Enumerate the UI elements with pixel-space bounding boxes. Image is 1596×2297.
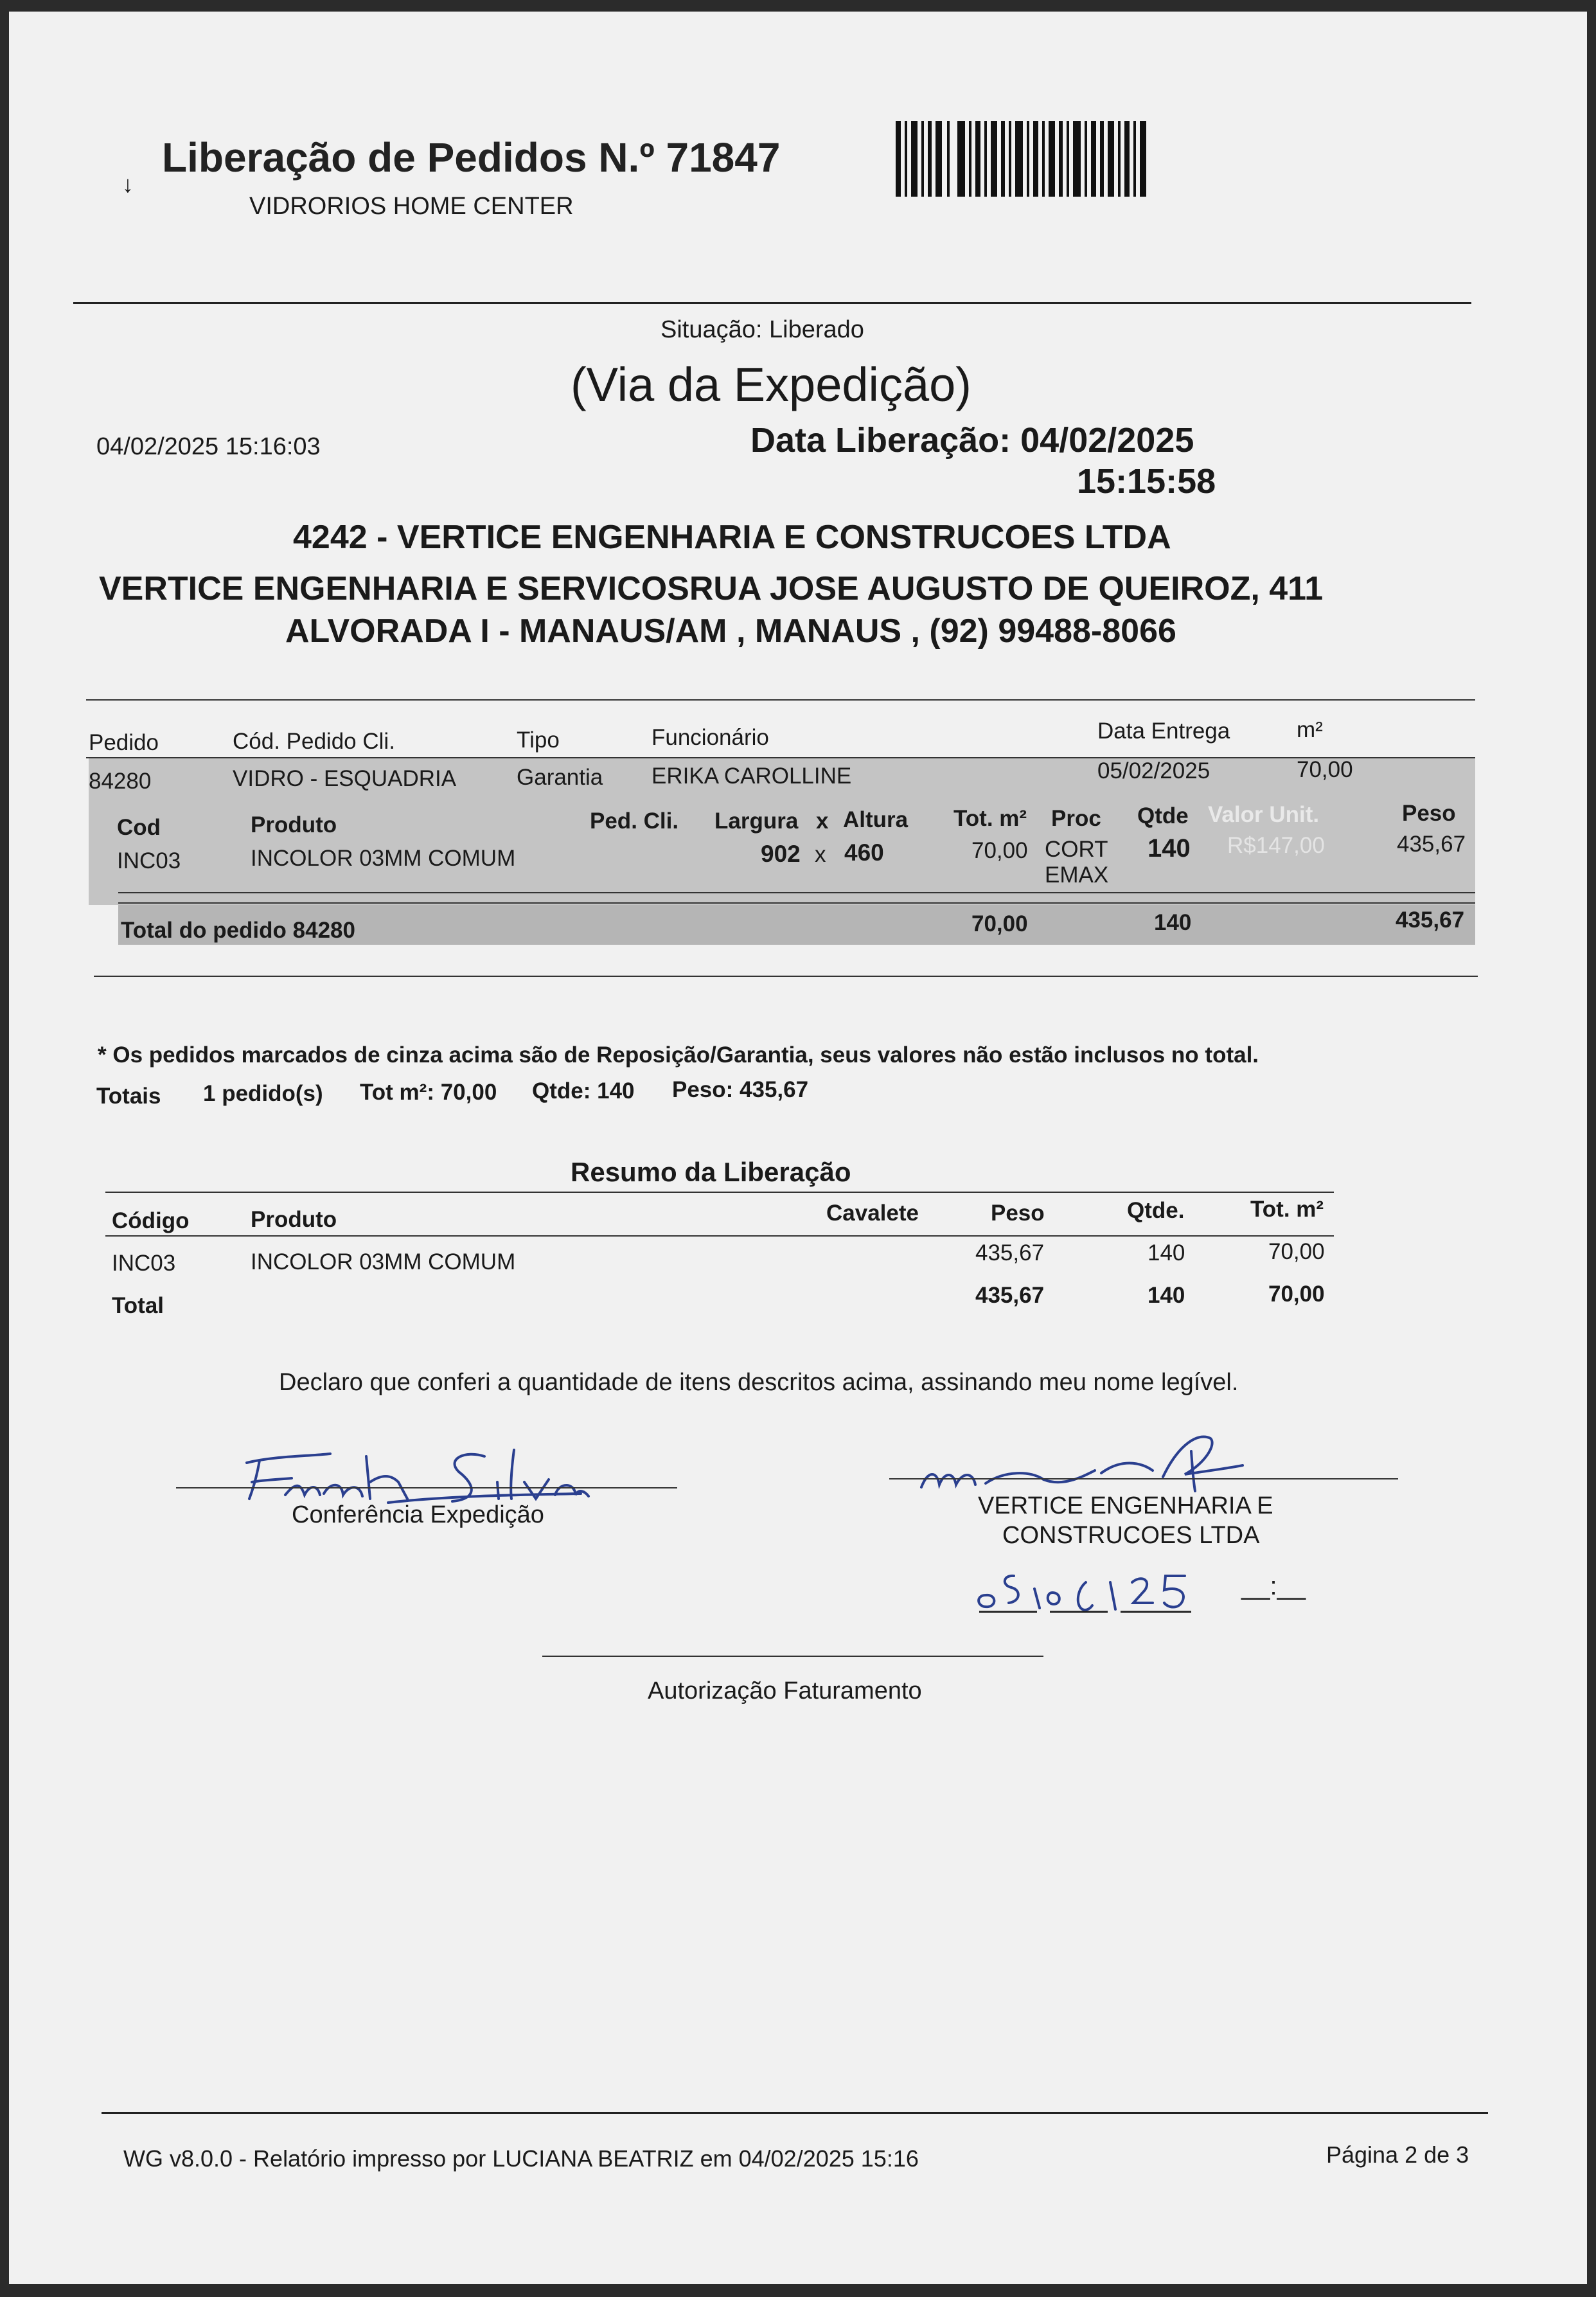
item-qtde-header: Qtde <box>1137 803 1189 828</box>
item-tot-m2: 70,00 <box>971 838 1028 863</box>
data-liberacao: Data Liberação: 04/02/2025 <box>750 421 1194 460</box>
order-total-m2: 70,00 <box>971 911 1028 936</box>
item-produto: INCOLOR 03MM COMUM <box>251 846 516 871</box>
col-funcionario-header: Funcionário <box>652 725 769 750</box>
left-signature-line <box>176 1487 677 1488</box>
auth-label: Autorização Faturamento <box>648 1677 922 1704</box>
col-cod-pedido-cli-header: Cód. Pedido Cli. <box>233 729 395 754</box>
col-tipo-header: Tipo <box>517 728 560 753</box>
order-total-label: Total do pedido 84280 <box>121 918 355 943</box>
item-ped-cli-header: Ped. Cli. <box>590 809 679 834</box>
item-tot-m2-header: Tot. m² <box>953 806 1027 831</box>
summary-total-peso: 435,67 <box>975 1283 1045 1308</box>
item-cod: INC03 <box>117 848 181 873</box>
item-largura-header: Largura <box>714 809 799 834</box>
order-data-entrega: 05/02/2025 <box>1097 758 1210 783</box>
item-qtde: 140 <box>1148 834 1191 862</box>
summary-total-qtde: 140 <box>1148 1283 1185 1308</box>
order-pedido: 84280 <box>89 769 152 794</box>
summary-total-tot-m2: 70,00 <box>1268 1282 1325 1307</box>
summary-produto: INCOLOR 03MM COMUM <box>251 1249 516 1274</box>
item-peso: 435,67 <box>1397 832 1466 857</box>
summary-header-line <box>105 1235 1334 1237</box>
barcode <box>896 121 1153 198</box>
via-label: (Via da Expedição) <box>571 358 971 411</box>
summary-codigo-header: Código <box>112 1208 190 1233</box>
summary-qtde: 140 <box>1148 1240 1185 1265</box>
item-proc-header: Proc <box>1051 806 1101 831</box>
order-total-top-line <box>118 902 1475 904</box>
left-signature-label: Conferência Expedição <box>292 1501 544 1528</box>
summary-produto-header: Produto <box>251 1207 337 1232</box>
totais-m2: Tot m²: 70,00 <box>360 1080 497 1105</box>
footer-right: Página 2 de 3 <box>1326 2141 1469 2168</box>
right-signature-label-2: CONSTRUCOES LTDA <box>1002 1522 1260 1549</box>
declaration-text: Declaro que conferi a quantidade de itens descritos acima, assinando meu nome legível. <box>279 1369 1239 1396</box>
item-valor-unit: R$147,00 <box>1227 833 1325 858</box>
item-proc-line-1: CORT <box>1045 837 1108 862</box>
order-cod-pedido-cli: VIDRO - ESQUADRIA <box>233 766 457 791</box>
item-altura: 460 <box>844 839 884 866</box>
item-x: x <box>815 842 826 867</box>
order-table-bottom-line <box>94 976 1478 977</box>
client-line-1: 4242 - VERTICE ENGENHARIA E CONSTRUCOES LTDA <box>293 519 1171 556</box>
item-cod-header: Cod <box>117 815 161 840</box>
item-largura: 902 <box>761 841 801 867</box>
item-valor-unit-header: Valor Unit. <box>1208 802 1320 827</box>
handwritten-date <box>973 1557 1217 1614</box>
col-data-entrega-header: Data Entrega <box>1097 719 1230 744</box>
item-produto-header: Produto <box>251 812 337 837</box>
item-bottom-line <box>118 892 1475 893</box>
order-total-qtde: 140 <box>1154 910 1192 935</box>
totais-qtde: Qtde: 140 <box>532 1078 635 1104</box>
handwritten-signature-right <box>909 1426 1268 1496</box>
document-page <box>9 12 1587 2284</box>
data-liberacao-time: 15:15:58 <box>1077 462 1216 501</box>
summary-cavalete-header: Cavalete <box>826 1201 919 1226</box>
item-peso-header: Peso <box>1402 801 1456 826</box>
summary-peso-header: Peso <box>991 1201 1045 1226</box>
document-title: Liberação de Pedidos N.º 71847 <box>162 134 781 181</box>
summary-codigo: INC03 <box>112 1251 176 1276</box>
col-pedido-header: Pedido <box>89 730 159 755</box>
item-altura-header: Altura <box>843 807 909 832</box>
summary-qtde-header: Qtde. <box>1127 1198 1185 1223</box>
handwritten-signature-left <box>234 1437 594 1508</box>
totais-label: Totais <box>96 1084 161 1109</box>
order-funcionario: ERIKA CAROLLINE <box>652 764 852 789</box>
order-row-top-line <box>86 757 1475 758</box>
time-placeholder: __:__ <box>1241 1572 1306 1600</box>
gray-note: * Os pedidos marcados de cinza acima são de Reposição/Garantia, seus valores não estão inclusos no total. <box>98 1042 1259 1068</box>
company-name: VIDRORIOS HOME CENTER <box>249 193 574 220</box>
item-proc-line-2: EMAX <box>1045 862 1109 888</box>
order-m2: 70,00 <box>1297 757 1353 782</box>
situacao-label: Situação: Liberado <box>661 316 864 343</box>
summary-tot-m2-header: Tot. m² <box>1250 1197 1324 1222</box>
footer-divider <box>102 2112 1488 2114</box>
totais-peso: Peso: 435,67 <box>672 1077 809 1102</box>
item-x-header: x <box>816 809 829 834</box>
header-divider <box>73 302 1471 304</box>
summary-top-line <box>105 1192 1334 1193</box>
summary-title: Resumo da Liberação <box>571 1157 851 1187</box>
footer-left: WG v8.0.0 - Relatório impresso por LUCIANA BEATRIZ em 04/02/2025 15:16 <box>123 2145 919 2172</box>
col-m2-header: m² <box>1297 717 1323 742</box>
client-line-2: VERTICE ENGENHARIA E SERVICOSRUA JOSE AUGUSTO DE QUEIROZ, 411 <box>99 570 1324 607</box>
auth-signature-line <box>542 1656 1043 1657</box>
print-datetime: 04/02/2025 15:16:03 <box>96 433 321 460</box>
client-line-3: ALVORADA I - MANAUS/AM , MANAUS , (92) 99488-8066 <box>285 612 1176 650</box>
totais-pedidos: 1 pedido(s) <box>203 1081 323 1106</box>
summary-peso: 435,67 <box>975 1240 1045 1265</box>
order-tipo: Garantia <box>517 765 603 790</box>
order-total-peso: 435,67 <box>1396 907 1465 933</box>
right-signature-label-1: VERTICE ENGENHARIA E <box>978 1492 1273 1519</box>
right-signature-line <box>889 1478 1398 1479</box>
summary-total-label: Total <box>112 1293 164 1318</box>
summary-tot-m2: 70,00 <box>1268 1239 1325 1264</box>
order-table-top-line <box>86 699 1475 701</box>
small-mark-icon: ↓ <box>122 171 134 197</box>
